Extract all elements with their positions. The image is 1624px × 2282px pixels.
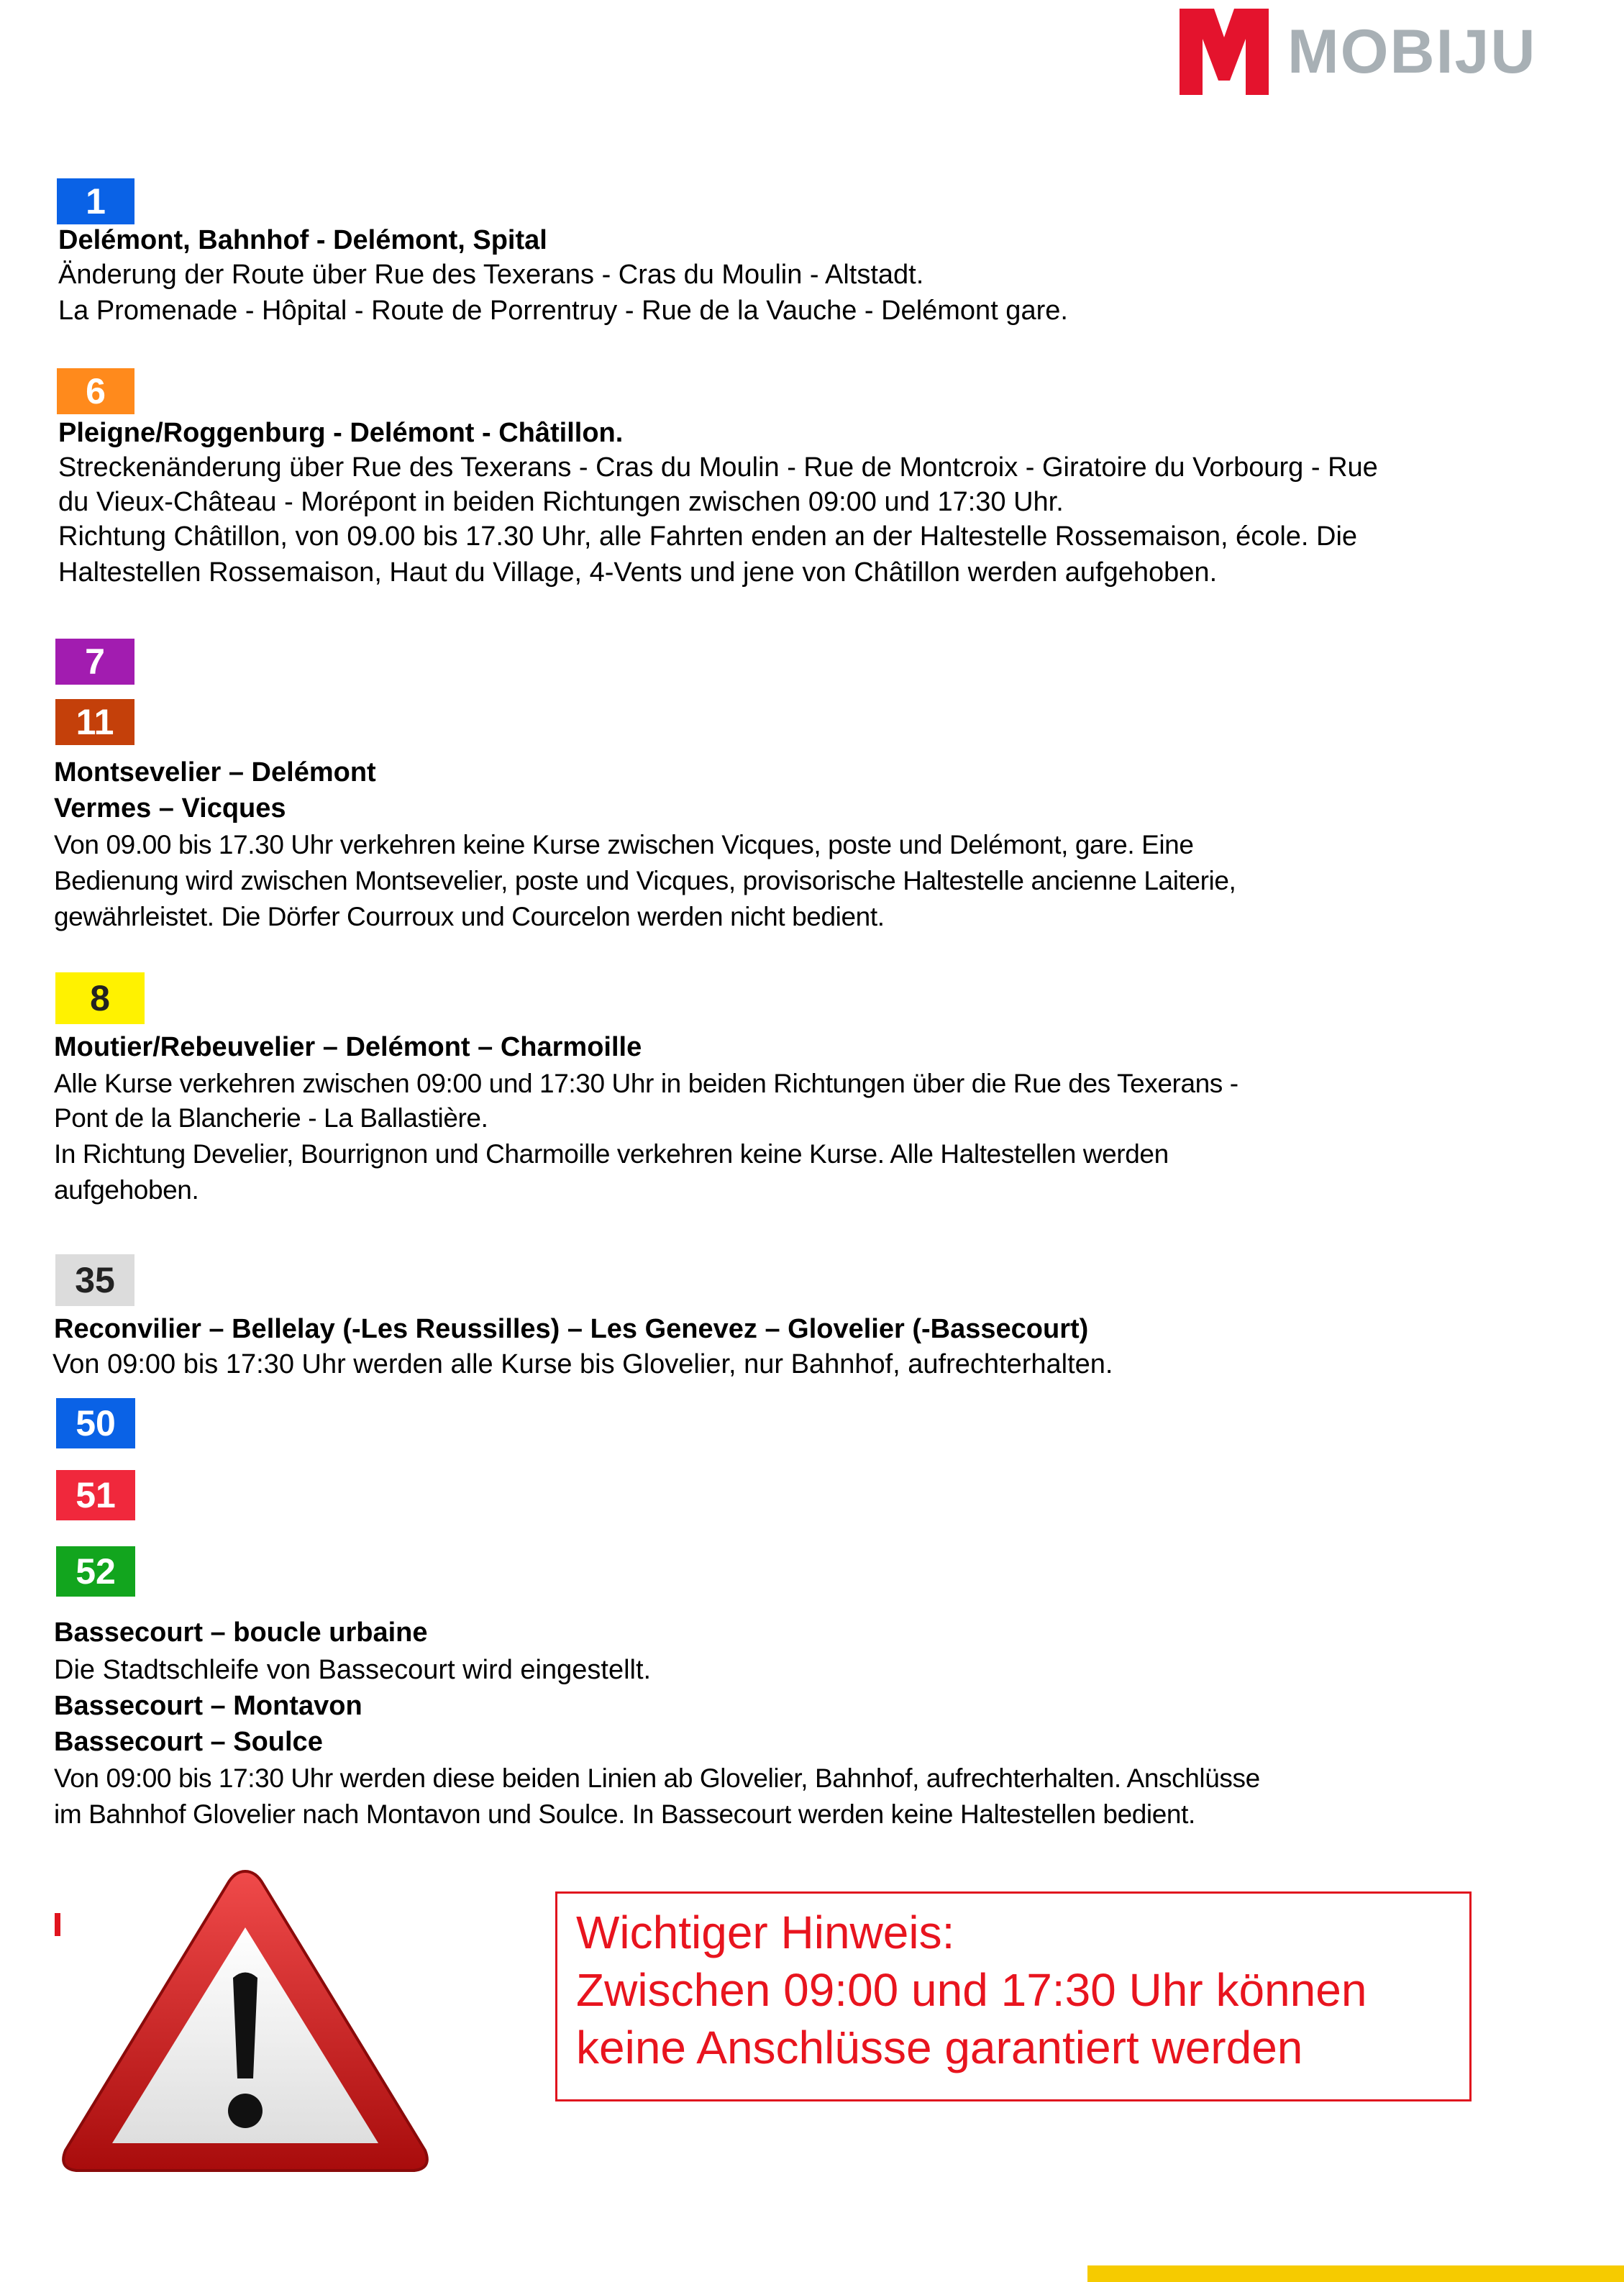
footer-accent-bar: [1087, 2265, 1624, 2282]
line-6-text-4: Haltestellen Rossemaison, Haut du Village, 4-Vents und jene von Châtillon werden aufgehoben.: [58, 557, 1218, 588]
line-badge-7: 7: [55, 639, 134, 685]
line-50-title: Bassecourt – boucle urbaine: [54, 1617, 428, 1648]
line-1-title: Delémont, Bahnhof - Delémont, Spital: [58, 225, 547, 255]
line-1-text-2: La Promenade - Hôpital - Route de Porrentruy - Rue de la Vauche - Delémont gare.: [58, 296, 1068, 326]
line-50-text: Die Stadtschleife von Bassecourt wird eingestellt.: [54, 1655, 652, 1685]
line-35-text-1: Von 09:00 bis 17:30 Uhr werden alle Kurse bis Glovelier, nur Bahnhof, aufrechterhalten.: [53, 1349, 1113, 1379]
line-6-text-3: Richtung Châtillon, von 09.00 bis 17.30 Uhr, alle Fahrten enden an der Haltestelle Rossemaison, école. Die: [58, 521, 1358, 552]
line-35-title: Reconvilier – Bellelay (-Les Reussilles) – Les Genevez – Glovelier (-Bassecourt): [54, 1314, 1089, 1344]
line-7-11-text-2: Bedienung wird zwischen Montsevelier, poste und Vicques, provisorische Haltestelle ancienne Laiterie,: [54, 866, 1236, 895]
line-badge-35: 35: [55, 1254, 134, 1306]
line-6-title: Pleigne/Roggenburg - Delémont - Châtillon.: [58, 418, 624, 448]
notice-line-3: keine Anschlüsse garantiert werden: [576, 2022, 1303, 2073]
line-7-11-text-3: gewährleistet. Die Dörfer Courroux und Courcelon werden nicht bedient.: [54, 902, 885, 931]
important-notice-box: [555, 1891, 1472, 2101]
line-badge-52: 52: [56, 1546, 135, 1597]
line-51-title: Bassecourt – Montavon: [54, 1691, 362, 1721]
line-8-text-4: aufgehoben.: [54, 1175, 199, 1205]
line-52-title: Bassecourt – Soulce: [54, 1727, 323, 1757]
notice-line-2: Zwischen 09:00 und 17:30 Uhr können: [576, 1964, 1367, 2016]
line-6-text-2: du Vieux-Château - Morépont in beiden Richtungen zwischen 09:00 und 17:30 Uhr.: [58, 487, 1064, 517]
line-8-text-3: In Richtung Develier, Bourrignon und Charmoille verkehren keine Kurse. Alle Haltestellen werden: [54, 1139, 1169, 1169]
line-8-text-2: Pont de la Blancherie - La Ballastière.: [54, 1103, 488, 1133]
line-11-title: Vermes – Vicques: [54, 793, 286, 823]
line-7-title: Montsevelier – Delémont: [54, 757, 376, 788]
line-51-52-text-1: Von 09:00 bis 17:30 Uhr werden diese beiden Linien ab Glovelier, Bahnhof, aufrechterhalten. Anschlüsse: [54, 1763, 1260, 1793]
line-badge-8: 8: [55, 972, 145, 1024]
notice-line-1: Wichtiger Hinweis:: [576, 1907, 955, 1958]
mobiju-logo: [1180, 9, 1537, 95]
warning-triangle-icon: [55, 1863, 436, 2179]
line-6-text-1: Streckenänderung über Rue des Texerans - Cras du Moulin - Rue de Montcroix - Giratoire du Vorbourg - Rue: [58, 452, 1378, 483]
line-badge-51: 51: [56, 1470, 135, 1520]
line-1-text-1: Änderung der Route über Rue des Texerans - Cras du Moulin - Altstadt.: [58, 260, 924, 290]
line-badge-50: 50: [56, 1398, 135, 1448]
line-51-52-text-2: im Bahnhof Glovelier nach Montavon und Soulce. In Bassecourt werden keine Haltestellen bedient.: [54, 1799, 1195, 1829]
line-badge-1: 1: [57, 178, 134, 224]
line-8-title: Moutier/Rebeuvelier – Delémont – Charmoille: [54, 1032, 642, 1062]
logo-wordmark: MOBIJU: [1287, 17, 1537, 86]
line-badge-11: 11: [55, 699, 134, 745]
mobiju-m-icon: [1180, 9, 1269, 95]
line-badge-6: 6: [57, 368, 134, 414]
line-7-11-text-1: Von 09.00 bis 17.30 Uhr verkehren keine Kurse zwischen Vicques, poste und Delémont, gare. Eine: [54, 830, 1194, 859]
line-8-text-1: Alle Kurse verkehren zwischen 09:00 und 17:30 Uhr in beiden Richtungen über die Rue des Texerans -: [54, 1069, 1238, 1098]
